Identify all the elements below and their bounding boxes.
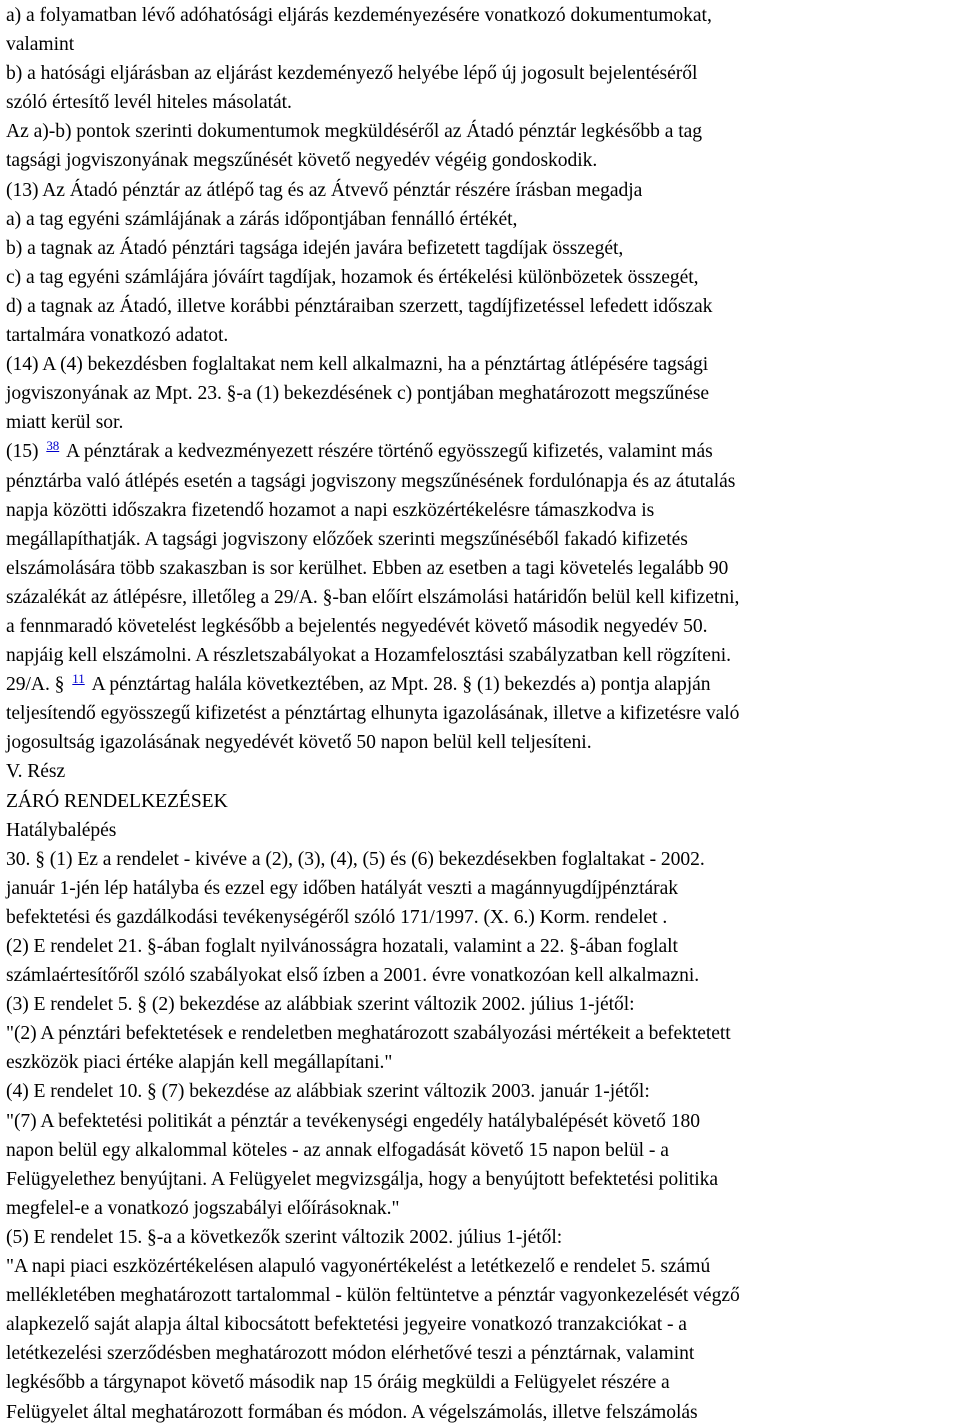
text-line: (13) Az Átadó pénztár az átlépő tag és az Átvevő pénztár részére írásban megadja	[6, 179, 643, 201]
text-block-c	[6, 699, 954, 1426]
text-line: napjáig kell elszámolni. A részletszabályokat a Hozamfelosztási szabályzatban kell rögzíteni.	[6, 645, 731, 667]
text-line: (14) A (4) bekezdésben foglaltakat nem kell alkalmazni, ha a pénztártag átlépésére tagsági	[6, 354, 709, 376]
text-line: a) a folyamatban lévő adóhatósági eljárás kezdeményezésére vonatkozó dokumentumokat,	[6, 5, 712, 26]
text-line: valamint	[6, 34, 75, 56]
text-line: letétkezelési szerződésben meghatározott módon elérhetővé teszi a pénztárnak, valamint	[6, 1343, 695, 1365]
text-line: pénztárba való átlépés esetén a tagsági jogviszony megszűnésének fordulónapja és az átutalás	[6, 470, 736, 492]
text-line: jogosultság igazolásának negyedévét követő 50 napon belül kell teljesíteni.	[6, 732, 592, 754]
text-line: megállapíthatják. A tagsági jogviszony előzőek szerinti megszűnéséből fakadó kifizetés	[6, 528, 688, 550]
text-line: százalékát az átlépésre, illetőleg a 29/A. §-ban előírt elszámolási határidőn belül kell kifizetni,	[6, 586, 740, 608]
text-line: napon belül egy alkalommal köteles - az annak elfogadását követő 15 napon belül - a	[6, 1139, 669, 1161]
section-29a-prefix: 29/A. §	[6, 674, 65, 696]
paragraph-15-text: A pénztárak a kedvezményezett részére történő egyösszegű kifizetés, valamint más	[66, 441, 713, 463]
text-line: tagsági jogviszonyának megszűnését követő negyedév végéig gondoskodik.	[6, 150, 598, 172]
text-block-a	[6, 1, 954, 437]
text-line: alapkezelő saját alapja által kibocsátott befektetési jegyeire vonatkozó tranzakciókat - a	[6, 1314, 687, 1336]
text-line: V. Rész	[6, 761, 66, 783]
text-block-b	[6, 467, 954, 671]
text-line: ZÁRÓ RENDELKEZÉSEK	[6, 790, 228, 812]
text-line: tartalmára vonatkozó adatot.	[6, 325, 229, 347]
text-line: jogviszonyának az Mpt. 23. §-a (1) bekezdésének c) pontjában meghatározott megszűnése	[6, 383, 710, 405]
footnote-link-11[interactable]: 11	[72, 671, 85, 687]
text-line: eszközök piaci értéke alapján kell megállapítani."	[6, 1052, 393, 1074]
text-line: Felügyelethez benyújtani. A Felügyelet megvizsgálja, hogy a benyújtott befektetési politika	[6, 1168, 719, 1190]
text-line: "A napi piaci eszközértékelésen alapuló vagyonértékelést a letétkezelő e rendelet 5. számú	[6, 1256, 711, 1278]
text-line: legkésőbb a tárgynapot követő második nap 15 óráig megküldi a Felügyelet részére a	[6, 1372, 670, 1394]
text-line: Az a)-b) pontok szerinti dokumentumok megküldéséről az Átadó pénztár legkésőbb a tag	[6, 121, 703, 143]
text-line: január 1-jén lép hatályba és ezzel egy időben hatályát veszti a magánnyugdíjpénztárak	[6, 877, 678, 899]
text-line: szóló értesítő levél hiteles másolatát.	[6, 92, 292, 114]
text-line: (5) E rendelet 15. §-a a következők szerint változik 2002. július 1-jétől:	[6, 1226, 563, 1248]
text-line: 30. § (1) Ez a rendelet - kivéve a (2), (3), (4), (5) és (6) bekezdésekben foglaltakat - 2002.	[6, 848, 705, 870]
document-body	[6, 1, 954, 1427]
text-line: elszámolására több szakaszban is sor kerülhet. Ebben az esetben a tagi követelés legalább 90	[6, 557, 729, 579]
text-line: mellékletében meghatározott tartalommal - külön feltüntetve a pénztár vagyonkezelését végző	[6, 1285, 740, 1307]
text-line: teljesítendő egyösszegű kifizetést a pénztártag elhunyta igazolásának, illetve a kifizetésre való	[6, 703, 740, 725]
text-line: számlaértesítőről szóló szabályokat első ízben a 2001. évre vonatkozóan kell alkalmazni.	[6, 965, 700, 987]
text-line: Hatálybalépés	[6, 819, 117, 841]
text-line: "(7) A befektetési politikát a pénztár a tevékenységi engedély hatálybalépését követő 180	[6, 1110, 700, 1132]
text-line: megfelel-e a vonatkozó jogszabályi előírásoknak."	[6, 1197, 400, 1219]
text-line: miatt kerül sor.	[6, 412, 124, 434]
text-line: b) a tagnak az Átadó pénztári tagsága idején javára befizetett tagdíjak összegét,	[6, 237, 624, 259]
text-line: napja közötti időszakra fizetendő hozamot a napi eszközértékelésre támaszkodva is	[6, 499, 655, 521]
text-line: b) a hatósági eljárásban az eljárást kezdeményező helyébe lépő új jogosult bejelentéséről	[6, 63, 698, 85]
text-line: c) a tag egyéni számlájára jóváírt tagdíjak, hozamok és értékelési különbözetek összegét,	[6, 266, 699, 288]
text-line: (2) E rendelet 21. §-ában foglalt nyilvánosságra hozatali, valamint a 22. §-ában foglalt	[6, 936, 678, 957]
text-line: a fennmaradó követelést legkésőbb a bejelentés negyedévét követő második negyedév 50.	[6, 615, 708, 637]
text-line: befektetési és gazdálkodási tevékenységéről szóló 171/1997. (X. 6.) Korm. rendelet .	[6, 906, 668, 928]
paragraph-15-prefix: (15)	[6, 441, 39, 463]
text-line: (4) E rendelet 10. § (7) bekezdése az alábbiak szerint változik 2003. január 1-jétől:	[6, 1081, 650, 1103]
text-line: d) a tagnak az Átadó, illetve korábbi pénztáraiban szerzett, tagdíjfizetéssel lefedett időszak	[6, 295, 713, 317]
text-line-paragraph-15	[6, 437, 954, 466]
text-line: (3) E rendelet 5. § (2) bekezdése az alábbiak szerint változik 2002. július 1-jétől:	[6, 994, 635, 1016]
text-line-29a	[6, 670, 954, 699]
text-line: "(2) A pénztári befektetések e rendeletben meghatározott szabályozási mértékeit a befektetett	[6, 1023, 731, 1045]
footnote-link-38[interactable]: 38	[46, 438, 60, 454]
section-29a-text: A pénztártag halála következtében, az Mpt. 28. § (1) bekezdés a) pontja alapján	[91, 674, 711, 696]
text-line: Felügyelet által meghatározott formában és módon. A végelszámolás, illetve felszámolás	[6, 1401, 698, 1423]
text-line: a) a tag egyéni számlájának a zárás időpontjában fennálló értékét,	[6, 208, 518, 230]
